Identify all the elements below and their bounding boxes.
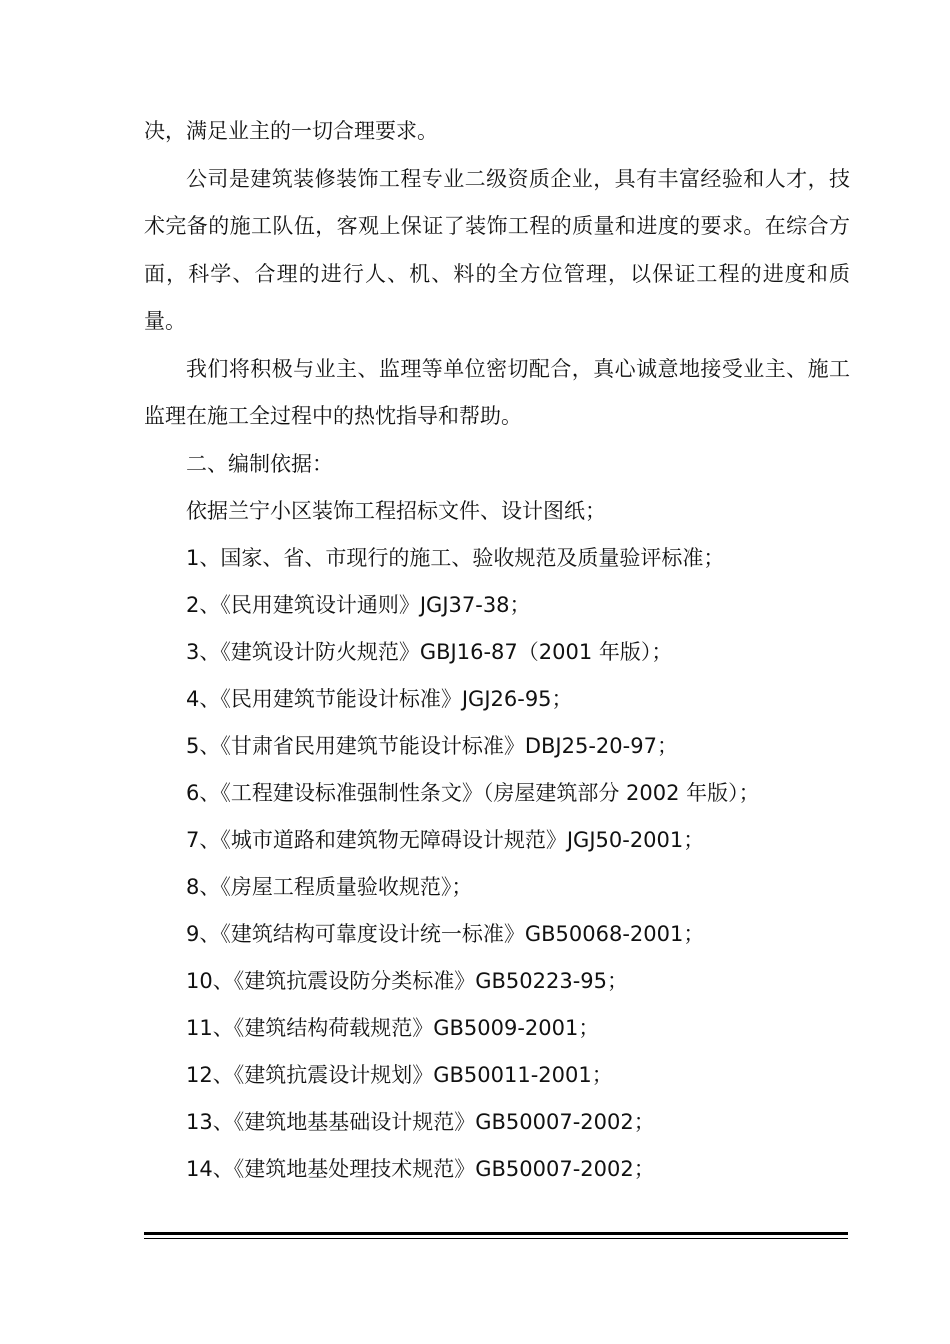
basis-item: 3、《建筑设计防火规范》GBJ16-87（2001 年版）； <box>186 639 673 664</box>
paragraph-continuation: 决，满足业主的一切合理要求。 <box>144 119 438 143</box>
basis-item: 5、《甘肃省民用建筑节能设计标准》DBJ25-20-97； <box>186 733 678 758</box>
basis-intro: 依据兰宁小区装饰工程招标文件、设计图纸； <box>186 498 606 523</box>
basis-item: 8、《房屋工程质量验收规范》； <box>186 874 473 899</box>
basis-item: 12、《建筑抗震设计规划》GB50011-2001； <box>186 1062 613 1087</box>
basis-item: 11、《建筑结构荷载规范》GB5009-2001； <box>186 1015 600 1040</box>
footer-divider-thin <box>144 1238 848 1239</box>
basis-item: 7、《城市道路和建筑物无障碍设计规范》JGJ50-2001； <box>186 827 705 852</box>
basis-item: 4、《民用建筑节能设计标准》JGJ26-95； <box>186 686 573 711</box>
basis-item: 1、国家、省、市现行的施工、验收规范及质量验评标准； <box>186 545 725 570</box>
section-heading: 二、编制依据： <box>186 451 333 476</box>
footer-divider-thick <box>144 1232 848 1235</box>
paragraph-cooperation: 我们将积极与业主、监理等单位密切配合，真心诚意地接受业主、施工监理在施工全过程中的热忱指导和帮助。 <box>144 356 850 428</box>
basis-item: 2、《民用建筑设计通则》JGJ37-38； <box>186 592 531 617</box>
basis-item: 13、《建筑地基基础设计规范》GB50007-2002； <box>186 1109 655 1134</box>
basis-item: 14、《建筑地基处理技术规范》GB50007-2002； <box>186 1156 655 1181</box>
basis-item: 6、《工程建设标准强制性条文》（房屋建筑部分 2002 年版）； <box>186 780 760 805</box>
page-body <box>144 108 850 1193</box>
basis-item: 10、《建筑抗震设防分类标准》GB50223-95； <box>186 968 629 993</box>
paragraph-company-qualification: 公司是建筑装修装饰工程专业二级资质企业，具有丰富经验和人才，技术完备的施工队伍，客观上保证了装饰工程的质量和进度的要求。在综合方面，科学、合理的进行人、机、料的全方位管理，以保证工程的进度和质量。 <box>144 166 850 333</box>
basis-item: 9、《建筑结构可靠度设计统一标准》GB50068-2001； <box>186 921 705 946</box>
